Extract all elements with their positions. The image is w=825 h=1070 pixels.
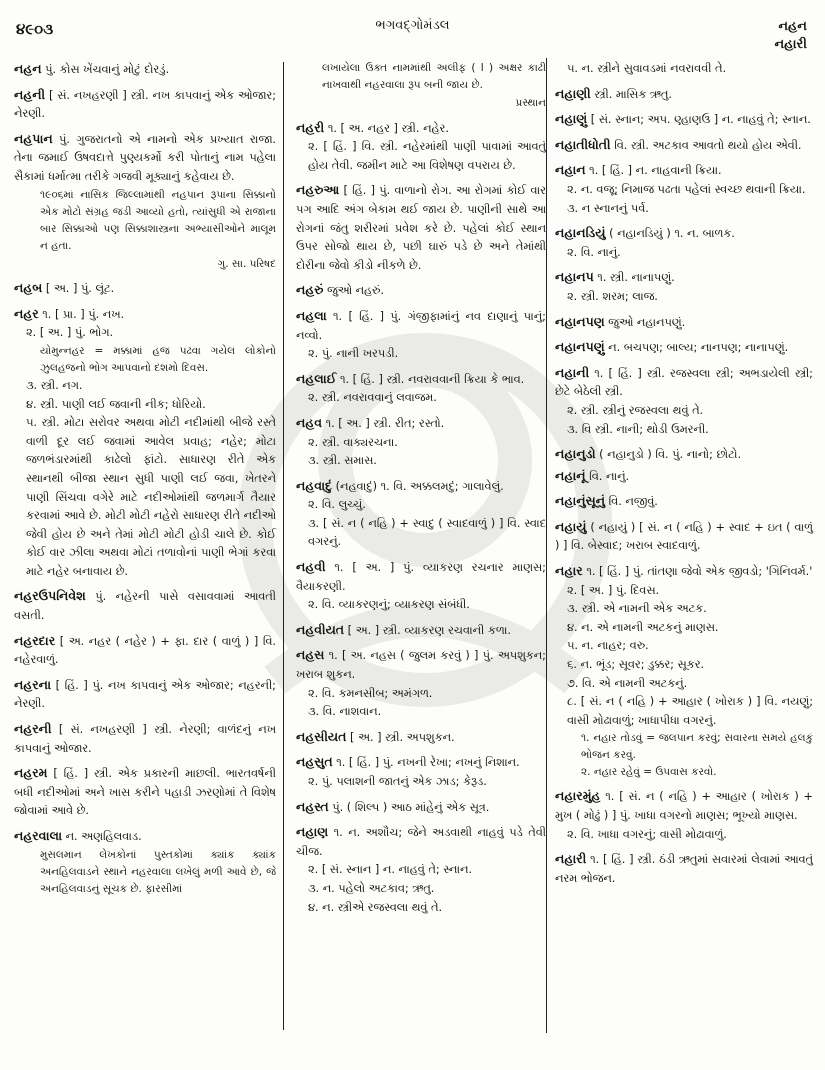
definition: ૧. [ સં. ન ( નહિ ) + આહાર ( ખોરાક ) + મુખ ( મોઢું ) ] પું. ખાધા વગરનો માણસ; ભૂખ્યો માણસ. (555, 790, 813, 822)
entry-sense: ૩. વિ સ્ત્રી. નાની; થોડી ઉમરની. (567, 422, 709, 436)
headword: નહર (14, 305, 39, 321)
page-number: ૪૯૦૩ (16, 20, 54, 38)
continued-sense (555, 60, 813, 79)
headword: નહરના (14, 676, 52, 692)
headword: નહવીયત (296, 621, 345, 637)
dictionary-entry (14, 764, 276, 821)
dictionary-entry (296, 414, 546, 471)
entry-sense: ૩. સ્ત્રી. એ નામની એક અટક. (567, 602, 707, 616)
dictionary-entry (14, 632, 276, 670)
entry-sense: ૨. ન. વજૂ; નિમાજ પઢતા પહેલાં સ્વચ્છ થવાની ક્રિયા. (567, 182, 806, 196)
headword: નહસ (296, 647, 325, 663)
entry-sense: ૫. સ્ત્રી. મોટા સરોવર અથવા મોટી નદીમાંથી બીજે રસ્તે વાળી દૂર લઈ જવામાં આવેલ પ્રવાહ; નહેર; મોટા જળભંડારમાંથી કાઢેલો ફાંટો. સાધારણ રીતે એક સ્થાનથી બીજા સ્થાન સુધી પાણી લઈ જવા, ખેતરને પાણી સિંચવા વગેરે માટે નદીઓમાંથી જળમાર્ગ તૈયાર કરવામાં આવે છે. મોટી મોટી નહેરો સાધારણ રીતે નદીઓ જેવી હોય છે અને તેમાં મોટી મોટી હોડી ચાલે છે. કોઈ કોઈ વાર ઝીલા અથવા મોટાં તળાવોનાં પાણી ભેગાં કરવા માટે નહેર બનાવાય છે. (26, 416, 276, 578)
entry-sense: ૪. સ્ત્રી. પાણી લઈ જવાની નીક; ધોરિયો. (26, 397, 206, 411)
entry-sense: ૨. [ અ. ] પું. ભોગ. (26, 326, 114, 340)
definition: [ સં. સ્નાન; અપ. ણ્હાણઉ ] ન. નાહવું તે; સ્નાન. (587, 113, 811, 127)
definition: વિ. નજીવું. (605, 495, 658, 509)
entry-note: લખાયેલા ઉક્ત નામમાંથી અલીફ ( ا ) અક્ષર કાઢી નાખવાથી નહરવાલા રૂપ બની જાય છે. (322, 62, 546, 91)
headword: નહલાઈ (296, 370, 337, 386)
headword: નહાયું (555, 518, 587, 534)
definition: ન. અણહિલવાડ. (62, 830, 142, 843)
dictionary-entry (555, 338, 813, 358)
entry-note: ૧. નહાર તોડવું = જલપાન કરવું; સવારના સમયે હલકું ભોજન કરવું. (581, 732, 813, 762)
headword: નહરમ (14, 765, 48, 781)
headword: નહાની (555, 364, 590, 380)
entry-sense: ૨. વિ. નાનું. (567, 245, 621, 259)
dictionary-entry (296, 477, 546, 552)
entry-sense: ૨. સ્ત્રી. સ્ત્રીનું રજસ્વલા થવું તે. (567, 403, 704, 417)
entry-note: યોમુન્નહર = મક્કામાં હજ પઢવા ગયેલ લોકોનો ઝુલહજનો ભોગ આપવાનો દશમો દિવસ. (40, 344, 276, 374)
headword: નહરવાલા (14, 828, 63, 843)
entry-sense: ૨. [ હિં. ] વિ. સ્ત્રી. નહેરમાંથી પાણી પાવામાં આવતું હોય તેવી. જમીન માટે આ વિશેષણ વપરાય છે. (308, 140, 546, 172)
definition: પું. ગુજરાતનો એ નામનો એક પ્રખ્યાત રાજા. તેના જમાઈ ઉષવદાત્તે પુણ્યકર્મો કરી પોતાનું નામ પહેલા સૈકામાં ધર્માત્મા તરીકે ગજવી મૂક્યાનું કહેવાય છે. (14, 132, 276, 183)
definition: જુઓ નહરું. (323, 284, 384, 298)
headword: નહાણી (555, 85, 591, 101)
entry-sense: ૨. વિ. કમનસીબ; અમંગળ. (308, 686, 433, 700)
definition: ૧. [ અ. ] પું. વ્યાકરણ રચનાર માણસ; વૈયાકરણી. (296, 561, 546, 593)
definition: ૧. ન. અશૌચ; જેને અડવાથી નાહવું પડે તેવી ચીજ. (296, 826, 546, 858)
entry-sense: ૩. સ્ત્રી. નગ. (26, 378, 83, 392)
headword: નહાનુંસૂનું (555, 493, 606, 509)
dictionary-entry (296, 558, 546, 615)
entry-sense: ૩. [ સં. ન ( નહિ ) + સ્વાદુ ( સ્વાદવાળું ) ] વિ. સ્વાદ વગરનું. (308, 516, 546, 549)
definition: ૧. સ્ત્રી. નાનાપણું. (593, 271, 675, 285)
definition: [ હિં. ] સ્ત્રી. એક પ્રકારની માછલી. ભારતવર્ષની બધી નદીઓમાં અને ખાસ કરીને પહાડી ઝરણોમાં તે વિશેષ જોવામાં આવે છે. (14, 767, 276, 818)
definition: ૧. [ હિં. ] સ્ત્રી. નવરાવવાની ક્રિયા કે ભાવ. (336, 372, 525, 386)
definition: ૧. [ પ્રા. ] પું. નખ. (38, 307, 125, 321)
definition: [ અ. ] સ્ત્રી. અપશુકન. (346, 730, 455, 744)
dictionary-entry (555, 364, 813, 439)
dictionary-entry (14, 279, 276, 299)
dictionary-entry (296, 370, 546, 408)
definition: [ અ. નહર ( નહેર ) + ફા. દાર ( વાળું ) ] વિ. નહેરવાળું. (14, 634, 276, 667)
definition: ૧. [ અ. નહર ] સ્ત્રી. નહેર. (324, 121, 449, 135)
dictionary-entry (296, 307, 546, 364)
entry-sense: ૬. ન. ભૂંડ; સૂવર; ડુક્કર; સૂકર. (567, 658, 705, 672)
headword: નહરદાર (14, 632, 56, 648)
entry-sense: ૪. ન. સ્ત્રીએ રજસ્વલા થવું તે. (308, 900, 443, 914)
headword: નહરી (296, 119, 325, 135)
entry-sense: ૨. પું. નાની ખરપડી. (308, 347, 399, 361)
headword: નહાનપણ (555, 313, 605, 329)
definition: ૧. [ હિં. ] ન. નાહવાની ક્રિયા. (585, 164, 722, 178)
guide-word-last: નહારી (774, 37, 807, 52)
dictionary-entry (555, 224, 813, 262)
definition: (નહવાદું) ૧. વિ. અક્કલમદું; ગાલાવેલું. (332, 479, 504, 493)
entry-sense: ૨. સ્ત્રી. શરમ; લાજ. (567, 289, 658, 303)
dictionary-entry (555, 85, 813, 105)
definition: ૧. [ હિં. ] પું. નખની રેખા; નખનું નિશાન. (332, 756, 520, 770)
definition: સ્ત્રી. માસિક ઋતુ. (590, 87, 672, 101)
dictionary-entry (555, 445, 813, 465)
dictionary-entry (296, 753, 546, 791)
dictionary-entry (555, 268, 813, 306)
entry-sense: ૨. [ અ. ] પું. દિવસ. (567, 583, 660, 597)
dictionary-entry (555, 313, 813, 333)
dictionary-entry (14, 130, 276, 273)
definition: ૧. [ હિં. ] સ્ત્રી. રજસ્વલા સ્ત્રી; અભડાયેલી સ્ત્રી; છેટે બેઠેલી સ્ત્રી. (555, 366, 813, 399)
definition: ( નહાયું ) [ સં. ન ( નહિ ) + સ્વાદ + ઇત ( વાળું ) ] વિ. બેસ્વાદ; ખરાબ સ્વાદવાળું. (555, 520, 813, 553)
entry-sense: ૩. ન. પહેલો અટકાવ; ઋતુ. (308, 881, 435, 895)
definition: વિ. નાનું. (585, 469, 630, 483)
headword: નહવ (296, 414, 322, 430)
dictionary-entry (296, 281, 546, 301)
entry-sense: ૩. સ્ત્રી. સમાસ. (308, 454, 377, 468)
headword: નહન (14, 61, 42, 76)
definition: [ હિં. ] પું. નખ કાપવાનું એક ઓજાર; નહરની; નેરણી. (14, 678, 276, 711)
definition: ૧. [ અ. ] સ્ત્રી. રીત; રસ્તો. (322, 416, 445, 430)
definition: પું. કોસ ખેંચવાનું મોટું દોરડું. (41, 63, 170, 76)
entry-sense: ૨. [ સં. સ્નાન ] ન. નાહવું તે; સ્નાન. (308, 863, 473, 877)
headword: નહપાન (14, 130, 53, 146)
headword: નહાતીધોતી (555, 136, 611, 152)
column-divider (546, 58, 547, 1033)
dictionary-entry (555, 161, 813, 218)
headword: નહાર (555, 563, 583, 579)
headword: નહાનડિયું (555, 225, 606, 241)
entry-sense: ૭. વિ. એ નામની અટકનું. (567, 676, 688, 690)
headword: નહાનપ (555, 269, 594, 285)
headword: નહરુઆ (296, 182, 340, 198)
entry-sense: ૨. વિ. વ્યાકરણનું; વ્યાકરણ સંબંધી. (308, 598, 470, 612)
entry-sense: ૮. [ સં. ન ( નહિ ) + આહાર ( ખોરાક ) ] વિ. નયણું; વાસી મોઢાવાળું; ખાધાપીધા વગરનું. (567, 695, 813, 727)
dictionary-entry (555, 518, 813, 556)
entry-sense: ૨. પું. પલાશની જાતનું એક ઝાડ; કેરૂડ. (308, 775, 487, 788)
headword: નહારી (555, 851, 587, 867)
definition: ૧. [ હિં. ] સ્ત્રી. ઠંડી ઋતુમાં સવારમાં લેવામાં આવતું નરમ ભોજન. (555, 853, 813, 885)
definition: ૧. [ અ. નહસ ( જુલમ કરવું ) ] પું. અપશુકન; ખરાબ શુકન. (296, 649, 546, 682)
headword: નહાનપણું (555, 339, 605, 355)
headword: નહવી (296, 559, 326, 575)
entry-sense: ૩. ન સ્નાનનું પર્વ. (567, 201, 649, 215)
definition: જુઓ નહાનપણું. (604, 315, 686, 329)
dictionary-entry (296, 181, 546, 275)
definition: પું. નહેરની પાસે વસાવવામાં આવતી વસતી. (14, 590, 276, 623)
dictionary-entry (14, 86, 276, 124)
dictionary-entry (14, 827, 276, 898)
column-divider (283, 62, 284, 1030)
headword: નહબ (14, 280, 43, 296)
headword: નહરું (296, 282, 324, 298)
entry-note: ૨. નહાર રહેવું = ઉપવાસ કરવો. (581, 766, 717, 779)
entry-sense: ૨. સ્ત્રી. નવરાવવાનું લવાજમ. (308, 391, 437, 405)
definition: [ અ. ] સ્ત્રી. વ્યાકરણ રચવાની કળા. (344, 623, 512, 637)
running-title: ભગવદ્ગોમંડલ (375, 18, 450, 33)
entry-note: ૧૯૦૬માં નાસિક જિલ્લામાંથી નહપાન રૂપાના સિક્કાનો એક મોટો સંગ્રહ જડી આવ્યો હતો, ત્યાંસુધી એ રાજાના બાર સિક્કાઓ પણ સિક્કાશાસ્ત્રના અભ્યાસીઓને માલૂમ ન હતા. (40, 188, 276, 252)
headword: નહસુત (296, 754, 333, 770)
entry-sense: ૩. વિ. નાશવાન. (308, 705, 382, 719)
dictionary-entry (296, 621, 546, 641)
dictionary-entry (14, 305, 276, 582)
headword: નહાનૂં (555, 467, 586, 483)
headword: નહરઉપનિવેશ (14, 588, 86, 604)
dictionary-entry (14, 676, 276, 714)
entry-sense: ૫. ન. નાહર; વરુ. (567, 639, 649, 653)
headword: નહાન (555, 162, 586, 178)
dictionary-entry (555, 562, 813, 781)
definition: [ સં. નખહરણી ] સ્ત્રી. નેરણી; વાળંદનું નખ કાપવાનું ઓજાર. (14, 723, 276, 755)
headword: નહારમુંહ (555, 788, 601, 804)
entry-sense: ૫. ન. સ્ત્રીને સુવાવડમાં નવરાવવી તે. (567, 62, 727, 75)
guide-word-first: નહન (778, 19, 807, 34)
column-2 (296, 60, 546, 923)
entry-sense: ૨. વિ. ખાધા વગરનું; વાસી મોઢાવાળું. (567, 827, 727, 841)
entry-source: ગુ. સા. પરિષદ (217, 257, 276, 270)
dictionary-entry (296, 119, 546, 176)
guide-words (774, 18, 807, 54)
dictionary-entry (296, 728, 546, 748)
dictionary-entry (14, 720, 276, 758)
dictionary-entry (296, 798, 546, 818)
dictionary-entry (555, 492, 813, 512)
definition: ન. બચપણ; બાલ્ય; નાનપણ; નાનાપણું. (604, 341, 789, 355)
headword: નહાણ (296, 824, 329, 840)
headword: નહસ્ત (296, 798, 329, 814)
dictionary-entry (555, 850, 813, 888)
definition: ૧. [ હિં. ] પું. તાંતણા જેવો એક જીવડો; 'ગિનિવર્મ.' (582, 565, 813, 579)
headword: નહની (14, 86, 46, 102)
dictionary-entry (555, 110, 813, 130)
column-1 (14, 60, 276, 904)
definition: ૧. [ હિં. ] પું. ગંજીફામાંનું નવ દાણાનું પાનું; નવ્વો. (296, 309, 546, 342)
headword: નહસીયત (296, 728, 347, 744)
dictionary-entry (296, 823, 546, 917)
definition: વિ. સ્ત્રી. અટકાવ આવતો થયો હોય એવી. (610, 138, 802, 152)
headword: નહાનુડો (555, 446, 596, 462)
headword: નહલા (296, 307, 327, 323)
definition: [ હિં. ] પું. વાળાનો રોગ. આ રોગમાં કોઈ વાર પગ આદિ અંગ બેકામ થઈ જાય છે. પાણીની સાથે આ રોગનાં જંતુ શરીરમાં પ્રવેશ કરે છે. પહેલાં કોઈ સ્થાન ઉપર સોજો થાય છે, પછી ઘારું પડે છે અને તેમાંથી દોરીના જેવો કીડો નીકળે છે. (296, 184, 546, 272)
entry-sense: ૨. વિ. લુચ્ચું. (308, 498, 366, 512)
entry-sense: ૪. ન. એ નામની અટકનું માણસ. (567, 620, 719, 634)
entry-source: પ્રસ્થાન (515, 97, 546, 109)
headword: નહાણું (555, 111, 588, 127)
dictionary-entry (296, 646, 546, 721)
column-3 (555, 60, 813, 894)
definition: [ અ. ] પું. લૂંટ. (42, 282, 115, 296)
headword: નહવાદું (296, 477, 333, 493)
dictionary-entry (555, 467, 813, 487)
dictionary-entry (14, 587, 276, 625)
dictionary-entry (555, 787, 813, 844)
entry-sense: ૨. સ્ત્રી. વાક્યરચના. (308, 435, 398, 449)
page-header (0, 0, 825, 56)
dictionary-entry (14, 60, 276, 80)
headword: નહરની (14, 721, 52, 737)
definition: પું. ( શિલ્પ ) આઠ માંહેનું એક સૂત્ર. (328, 800, 490, 814)
dictionary-entry (555, 136, 813, 156)
definition: [ સં. નખહરણી ] સ્ત્રી. નખ કાપવાનું એક ઓજાર; નેરણી. (14, 88, 276, 121)
definition: ( નહાનુડો ) વિ. પું. નાનો; છોટો. (595, 448, 742, 462)
definition: ( નહાનડિયું ) ૧. ન. બાળક. (605, 227, 735, 241)
entry-note: મુસલમાન લેખકોનાં પુસ્તકોમાં ક્યાંક ક્યાંક અનહિલવાડને સ્થાને નહરવાલા લખેલું મળી આવે છે, જે અનહિલવાડનું સૂચક છે. ફારસીમાં (40, 848, 276, 895)
continued-note (296, 60, 546, 113)
